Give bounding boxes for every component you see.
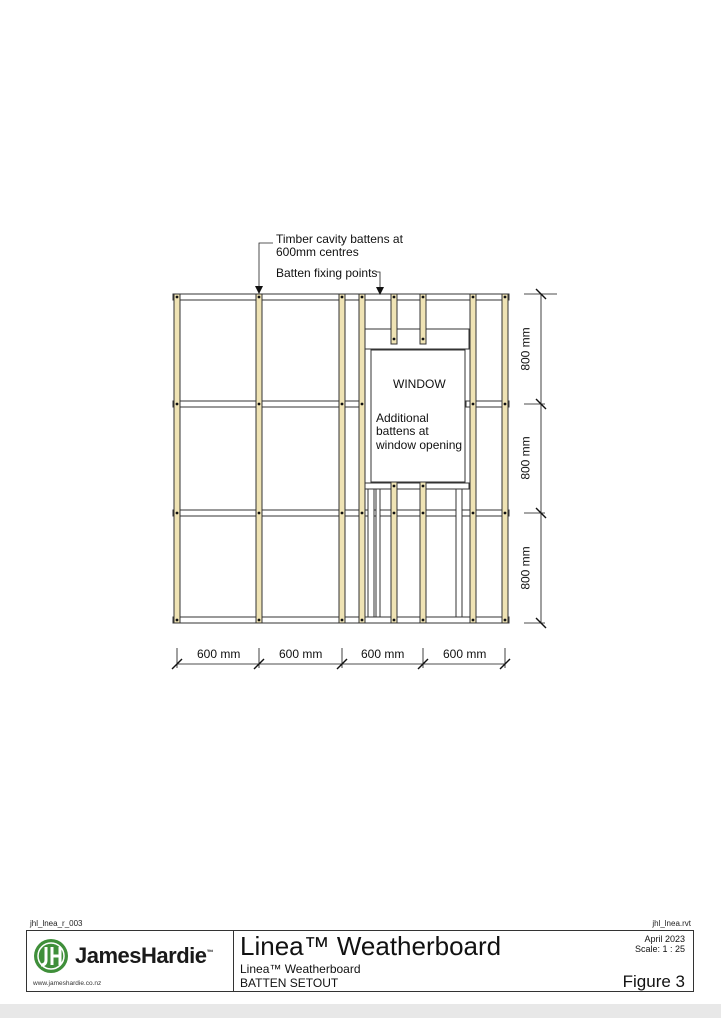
mid-nog-1 [173, 401, 365, 407]
batten-3 [339, 294, 345, 623]
logo-cell [27, 931, 234, 991]
battens-label-line1: Timber cavity battens at [276, 232, 403, 246]
batten-6 [502, 294, 508, 623]
additional-batten-upper-2 [420, 294, 426, 344]
dim-v-2: 800 mm [518, 436, 533, 480]
additional-batten-lower-2 [420, 482, 426, 623]
document-subtitle: Linea™ Weatherboard [240, 962, 361, 976]
sill-stud-2 [376, 489, 380, 617]
page-footer-band [0, 1004, 721, 1018]
fixing-points-label: Batten fixing points [276, 266, 378, 280]
batten-4 [359, 294, 365, 623]
additional-battens-line3: window opening [376, 438, 463, 452]
battens-label-line2: 600mm centres [276, 245, 359, 259]
batten-2 [256, 294, 262, 623]
dim-h-2: 600 mm [279, 647, 323, 661]
dim-h-3: 600 mm [361, 647, 405, 661]
window-head [365, 329, 469, 349]
dim-h-1: 600 mm [197, 647, 241, 661]
additional-batten-lower-1 [391, 482, 397, 623]
additional-batten-upper-1 [391, 294, 397, 344]
dim-h-4: 600 mm [443, 647, 487, 661]
file-ref-right: jhl_lnea.rvt [652, 919, 691, 928]
battens-arrowhead [255, 286, 263, 294]
window-label: WINDOW [393, 377, 446, 391]
batten-1 [174, 294, 180, 623]
drawing-name: BATTEN SETOUT [240, 976, 339, 990]
figure-number: Figure 3 [622, 972, 685, 991]
additional-battens-line2: battens at [376, 424, 429, 438]
jameshardie-logo-icon [33, 938, 69, 974]
battens-leader [259, 243, 273, 288]
dim-v-1: 800 mm [518, 327, 533, 371]
brand-url: www.jameshardie.co.nz [33, 980, 102, 987]
drawing-date: April 2023 [644, 934, 685, 944]
additional-battens-line1: Additional [376, 411, 429, 425]
batten-5 [470, 294, 476, 623]
brand-name: JamesHardie™ [75, 943, 213, 968]
window-sill [365, 483, 469, 489]
sill-stud-3 [456, 489, 462, 617]
drawing-scale: Scale: 1 : 25 [634, 944, 685, 954]
sill-stud-1 [368, 489, 374, 617]
file-ref-left: jhl_lnea_r_003 [30, 919, 83, 928]
title-block [26, 930, 694, 992]
dim-v-3: 800 mm [518, 546, 533, 590]
document-title: Linea™ Weatherboard [240, 931, 502, 961]
